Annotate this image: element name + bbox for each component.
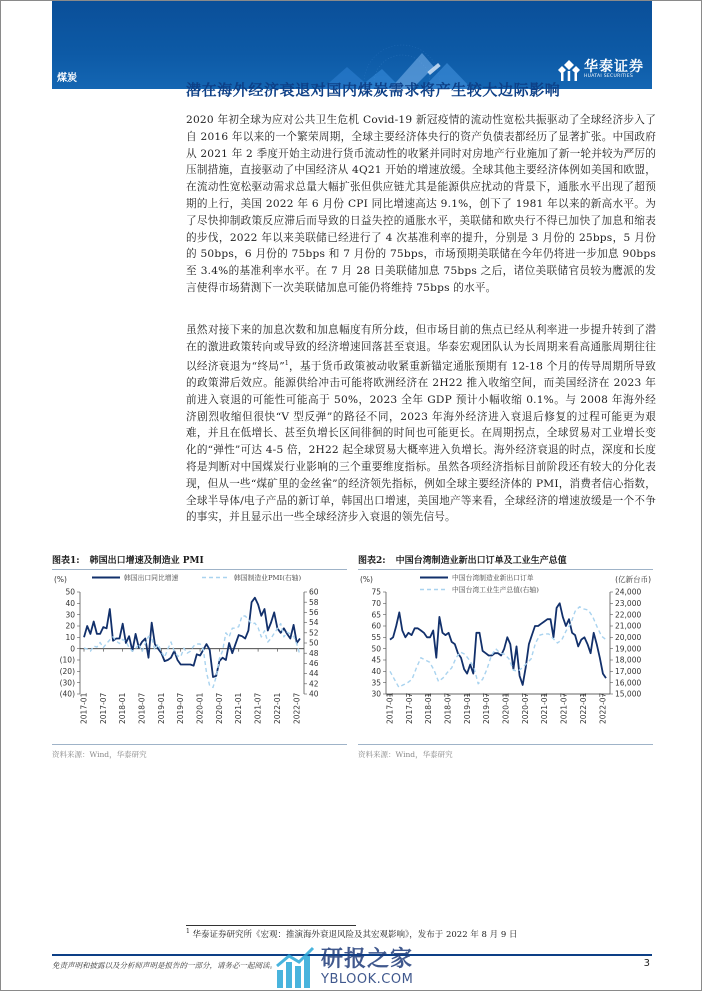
figure-1-title (52, 553, 347, 570)
chart-right-tick-label: 17,000 (615, 666, 642, 676)
chart-x-tick-label: 2019-01 (462, 692, 472, 724)
chart-2-svg (358, 570, 653, 742)
chart-right-tick-label: 23,000 (615, 598, 642, 608)
chart-right-tick-label: 18,000 (615, 655, 642, 665)
chart-right-axis-unit: (亿新台币) (615, 575, 651, 584)
chart-left-tick-label: 20 (65, 621, 75, 631)
chart-left-tick-label: (20) (59, 666, 75, 676)
chart-x-tick-label: 2018-01 (118, 692, 128, 724)
page-number: 3 (643, 958, 650, 969)
chart-x-tick-label: 2022-07 (292, 692, 302, 724)
chart-left-tick-label: (10) (59, 655, 75, 665)
chart-x-tick-label: 2021-01 (540, 692, 550, 724)
chart-right-tick-label: 16,000 (615, 678, 642, 688)
chart-left-tick-label: (40) (59, 689, 75, 699)
chart-1 (52, 570, 347, 742)
chart-left-tick-label: 30 (65, 610, 75, 620)
chart-left-axis-unit: (%) (360, 575, 373, 584)
footnote-text: 华泰证券研究所《宏观：推演海外衰退风险及其宏观影响》，发布于 2022 年 8 月 9 日 (192, 930, 518, 940)
watermark-text-cn: 研报之家 (321, 947, 414, 972)
chart-right-tick-label: 46 (309, 659, 319, 668)
chart-left-tick-label: 60 (371, 621, 381, 631)
chart-x-tick-label: 2020-07 (214, 692, 224, 724)
chart-left-tick-label: 75 (371, 587, 381, 597)
chart-x-tick-label: 2021-07 (559, 692, 569, 724)
chart-right-tick-label: 42 (309, 679, 319, 689)
chart-1-svg (52, 570, 347, 742)
figure-2 (358, 553, 653, 760)
paragraph-2-part-1: 虽然对接下来的加息次数和加息幅度有所分歧，但市场目前的焦点已经从利率进一步提升转到了潜在的激进政策转向或导致的经济增速回落甚至衰退。华泰宏观团队认为长周期来看高通胀周期往往以经济衰退为“终局” (186, 324, 656, 373)
chart-x-tick-label: 2017-01 (79, 692, 89, 724)
watermark (275, 944, 413, 988)
figure-2-source: 资料来源：Wind，华泰研究 (358, 744, 653, 760)
paragraph-2-part-2: ，基于货币政策被动收紧重新锚定通胀预期有 12-18 个月的传导周期所导致的政策滞后效应。能源供给冲击可能将欧洲经济在 2H22 推入收缩空间，而美国经济在 2023 年前进入衰退的可能性可能高于 50%，2023 全年 GDP 预计小幅收缩 0.1%。与 2008 年海外经济剧烈收缩但很快“V 型反弹”的路径不同，2023 年海外经济进入衰退后修复的过程可能更为艰难，并且在低增长、甚至负增长区间徘徊的时间也可能更长。在周期拐点，全球贸易对工业增长变化的“弹性”可达 4-5 倍，2H22 起全球贸易大概率进入负增长。海外经济衰退的时点，深度和长度将是判断对中国煤炭行业影响的三个重要维度指标。虽然各项经济指标目前阶段还有较大的分化表现，但从一些“煤矿里的金丝雀”的经济领先指标，例如全球主要经济体的 PMI，消费者信心指数，全球半导体/电子产品的新订单，韩国出口增速，美国地产等来看，全球经济的增速放缓是一个不争的事实，并且显示出一些全球经济步入衰退的领先信号。 (186, 360, 656, 524)
section-label: 煤炭 (57, 73, 77, 84)
chart-right-tick-label: 20,000 (615, 632, 642, 642)
chart-right-tick-label: 22,000 (615, 610, 642, 620)
chart-left-tick-label: 45 (371, 655, 381, 665)
chart-x-tick-label: 2019-07 (482, 692, 492, 724)
chart-x-tick-label: 2018-07 (137, 692, 147, 724)
chart-left-tick-label: 70 (371, 598, 381, 608)
disclaimer: 免责声明和披露以及分析师声明是报告的一部分，请务必一起阅读。 (52, 961, 277, 970)
chart-x-tick-label: 2022-01 (272, 692, 282, 724)
figure-1-source: 资料来源：Wind，华泰研究 (52, 744, 347, 760)
chart-left-tick-label: 55 (371, 632, 381, 642)
chart-left-tick-label: 40 (65, 598, 75, 608)
paragraph-2 (186, 322, 656, 526)
chart-x-tick-label: 2022-01 (578, 692, 588, 724)
chart-x-tick-label: 2018-01 (424, 692, 434, 724)
chart-x-tick-label: 2019-01 (156, 692, 166, 724)
chart-left-tick-label: 50 (371, 644, 381, 654)
chart-x-tick-label: 2020-07 (520, 692, 530, 724)
chart-left-tick-label: 50 (65, 587, 75, 597)
chart-series-line-1 (390, 603, 606, 685)
footnote (186, 928, 517, 940)
chart-right-tick-label: 56 (309, 608, 319, 617)
chart-right-tick-label: 21,000 (615, 621, 642, 631)
chart-right-tick-label: 24,000 (615, 587, 642, 597)
figure-1-caption: 韩国出口增速及制造业 PMI (89, 556, 204, 566)
chart-x-tick-label: 2021-07 (253, 692, 263, 724)
chart-x-tick-label: 2021-01 (234, 692, 244, 724)
chart-left-axis-unit: (%) (54, 575, 67, 584)
footnote-divider (186, 925, 356, 926)
chart-x-tick-label: 2018-07 (443, 692, 453, 724)
chart-left-tick-label: 35 (371, 678, 381, 688)
chart-right-tick-label: 50 (309, 638, 319, 648)
chart-right-tick-label: 48 (309, 648, 319, 658)
chart-x-tick-label: 2017-07 (404, 692, 414, 724)
chart-series-line-1 (84, 598, 300, 677)
chart-right-tick-label: 19,000 (615, 644, 642, 654)
header-banner (52, 1, 652, 89)
footnote-ref[interactable]: 1 (284, 359, 289, 367)
chart-legend-label: 中国台湾工业生产总值(右轴) (452, 586, 539, 594)
figure-2-caption: 中国台湾制造业新出口订单及工业生产总值 (395, 556, 567, 566)
chart-x-tick-label: 2017-07 (98, 692, 108, 724)
chart-right-tick-label: 15,000 (615, 689, 642, 699)
paragraph-1: 2020 年初全球为应对公共卫生危机 Covid-19 新冠疫情的流动性宽松共振驱动了全球经济步入了自 2016 年以来的一个繁荣周期，全球主要经济体央行的资产负债表都经历了显著扩张。中国政府从 2021 年 2 季度开始主动进行货币流动性的收紧并同时对房地产行业施加了新一轮并较为严厉的压制措施，直接驱动了中国经济从 4Q21 开始的增速放缓。全球其他主要经济体例如美国和欧盟，在流动性宽松驱动需求总量大幅扩张但供应链尤其是能源供应扰动的背景下，通胀水平出现了超预期的上行，美国 2022 年 6 月份 CPI 同比增速高达 9.1%，创下了 1981 年以来的新高水平。为了尽快抑制政策反应滞后而导致的日益失控的通胀水平，美联储和欧央行不得已加快了加息和缩表的步伐，2022 年以来美联储已经进行了 4 次基准利率的提升，分别是 3 月份的 25bps，5 月份的 50bps，6 月份的 75bps 和 7 月份的 75bps，市场预期美联储在今年仍将进一步加息 90bps 至 3.4%的基准利率水平。在 7 月 28 日美联储加息 75bps 之后，诸位美联储官员较为鹰派的发言使得市场猜测下一次美联储加息可能仍将维持 75bps 的水平。 (186, 114, 656, 294)
chart-legend-label: 韩国制造业PMI(右轴) (234, 574, 302, 582)
logo-text-cn: 华泰证券 (584, 59, 644, 75)
logo-text-en: HUATAI SECURITIES (584, 74, 634, 79)
chart-left-tick-label: 10 (65, 632, 75, 642)
chart-left-tick-label: (30) (59, 678, 75, 688)
chart-legend-label: 中国台湾制造业新出口订单 (452, 574, 534, 582)
chart-legend-label: 韩国出口同比增速 (124, 574, 179, 582)
chart-right-tick-label: 54 (309, 618, 319, 628)
chart-2 (358, 570, 653, 742)
chart-left-tick-label: 40 (371, 666, 381, 676)
footnote-number: 1 (186, 928, 190, 936)
chart-x-tick-label: 2017-01 (385, 692, 395, 724)
chart-x-tick-label: 2019-07 (176, 692, 186, 724)
chart-x-tick-label: 2020-01 (501, 692, 511, 724)
chart-right-tick-label: 40 (309, 689, 319, 699)
chart-left-tick-label: 65 (371, 610, 381, 620)
chart-x-tick-label: 2022-07 (598, 692, 608, 724)
chart-right-tick-label: 52 (309, 628, 319, 638)
chart-right-tick-label: 58 (309, 597, 319, 607)
chart-right-tick-label: 60 (309, 587, 319, 597)
section-title: 潜在海外经济衰退对国内煤炭需求将产生较大边际影响 (186, 81, 561, 99)
watermark-logo-icon (275, 944, 315, 988)
watermark-text-en: YBLOOK.COM (321, 972, 414, 987)
chart-x-tick-label: 2020-01 (195, 692, 205, 724)
figure-2-label: 图表2: (358, 556, 386, 566)
chart-right-tick-label: 44 (309, 669, 319, 679)
chart-left-tick-label: 30 (371, 689, 381, 699)
figure-1-label: 图表1: (52, 556, 80, 566)
chart-left-tick-label: 0 (70, 644, 75, 654)
huatai-logo (558, 59, 644, 81)
figure-2-title (358, 553, 653, 570)
chart-series-line-2 (390, 607, 606, 688)
figure-1 (52, 553, 347, 760)
huatai-logo-icon (558, 59, 580, 81)
